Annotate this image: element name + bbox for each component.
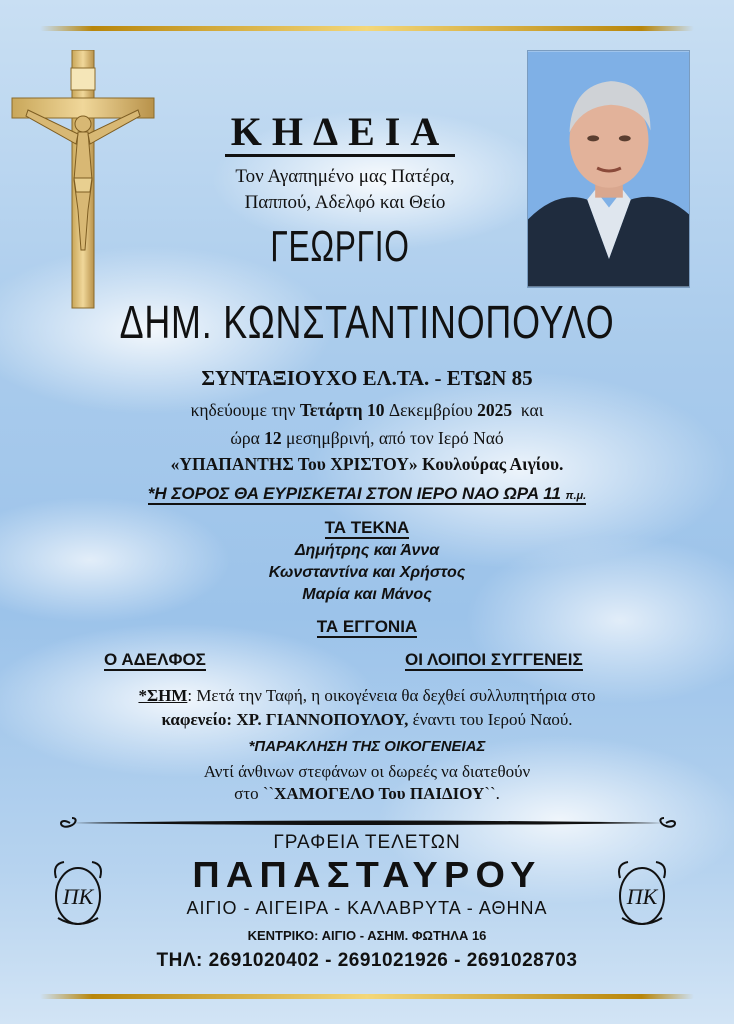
child-couple: Μαρία και Μάνος: [302, 586, 432, 603]
child-couple: Δημήτρης και Άννα: [294, 542, 440, 559]
note-label: *ΣΗΜ: [138, 686, 188, 705]
condolence-place: καφενείο: ΧΡ. ΓΙΑΝΝΟΠΟΥΛΟΥ, έναντι του Ιερού Ναού.: [161, 710, 573, 729]
funeral-home-address: ΚΕΝΤΡΙΚΟ: ΑΙΓΙΟ - ΑΣΗΜ. ΦΩΤΗΛΑ 16: [247, 928, 487, 943]
grandchildren-heading: ΤΑ ΕΓΓΟΝΙΑ: [316, 617, 418, 636]
monogram-emblem-icon: [614, 858, 670, 930]
funeral-home-label: ΓΡΑΦΕΙΑ ΤΕΛΕΤΩΝ: [273, 832, 461, 853]
family-request-line-2: στο ``ΧΑΜΟΓΕΛΟ Του ΠΑΙΔΙΟΥ``.: [234, 784, 500, 803]
service-time-line: ώρα 12 μεσημβρινή, από τον Ιερό Ναό: [230, 428, 504, 448]
service-year: 2025: [477, 400, 513, 420]
condolence-note: *ΣΗΜ: Μετά την Ταφή, η οικογένεια θα δεχθεί συλλυπητήρια στο: [138, 686, 596, 705]
church-name: «ΥΠΑΠΑΝΤΗΣ Του ΧΡΙΣΤΟΥ» Κουλούρας Αιγίου.: [170, 454, 564, 474]
svg-text:ΠΚ: ΠΚ: [626, 884, 658, 909]
service-date-line: κηδεύουμε την Τετάρτη 10 Δεκεμβρίου 2025 και: [190, 400, 544, 420]
child-couple: Κωνσταντίνα και Χρήστος: [268, 564, 466, 581]
service-day: Τετάρτη: [299, 400, 363, 420]
svg-text:ΠΚ: ΠΚ: [62, 884, 94, 909]
family-request-heading: *ΠΑΡΑΚΛΗΣΗ ΤΗΣ ΟΙΚΟΓΕΝΕΙΑΣ: [248, 738, 486, 755]
funeral-home-phones: ΤΗΛ: 2691020402 - 2691021926 - 2691028703: [156, 950, 578, 971]
brother-heading: Ο ΑΔΕΛΦΟΣ: [104, 650, 206, 669]
charity-name: ΧΑΜΟΓΕΛΟ Του ΠΑΙΔΙΟΥ: [274, 784, 485, 803]
bottom-gold-rule: [40, 994, 694, 999]
intro-line-1: Τον Αγαπημένο μας Πατέρα,: [235, 166, 455, 187]
notice-title: ΚΗΔΕΙΑ: [150, 108, 530, 155]
children-heading: ΤΑ ΤΕΚΝΑ: [324, 518, 410, 537]
service-date: 10: [366, 400, 385, 420]
top-gold-rule: [40, 26, 694, 31]
relatives-heading: ΟΙ ΛΟΙΠΟΙ ΣΥΓΓΕΝΕΙΣ: [405, 650, 583, 669]
viewing-notice: *Η ΣΟΡΟΣ ΘΑ ΕΥΡΙΣΚΕΤΑΙ ΣΤΟΝ ΙΕΡΟ ΝΑΟ ΩΡΑ 11 π.μ.: [147, 484, 587, 503]
service-hour: 12: [264, 428, 282, 448]
deceased-full-name: ΔΗΜ. ΚΩΝΣΤΑΝΤΙΝΟΠΟΥΛΟ: [119, 296, 615, 348]
portrait-photo: [527, 50, 690, 288]
crucifix-icon: [8, 50, 158, 312]
family-request-line-1: Αντί άνθινων στεφάνων οι δωρεές να διατεθούν: [203, 762, 531, 781]
ornamental-scroll-rule: [58, 814, 678, 832]
deceased-subtitle: ΣΥΝΤΑΞΙΟΥΧΟ ΕΛ.ΤΑ. - ΕΤΩΝ 85: [201, 366, 533, 390]
monogram-emblem-icon: [50, 858, 106, 930]
funeral-home-cities: ΑΙΓΙΟ - ΑΙΓΕΙΡΑ - ΚΑΛΑΒΡΥΤΑ - ΑΘΗΝΑ: [186, 898, 548, 918]
intro-line-2: Παππού, Αδελφό και Θείο: [244, 192, 446, 213]
deceased-first-name: ΓΕΩΡΓΙΟ: [270, 222, 410, 271]
funeral-home-name: ΠΑΠΑΣΤΑΥΡΟΥ: [192, 854, 542, 895]
